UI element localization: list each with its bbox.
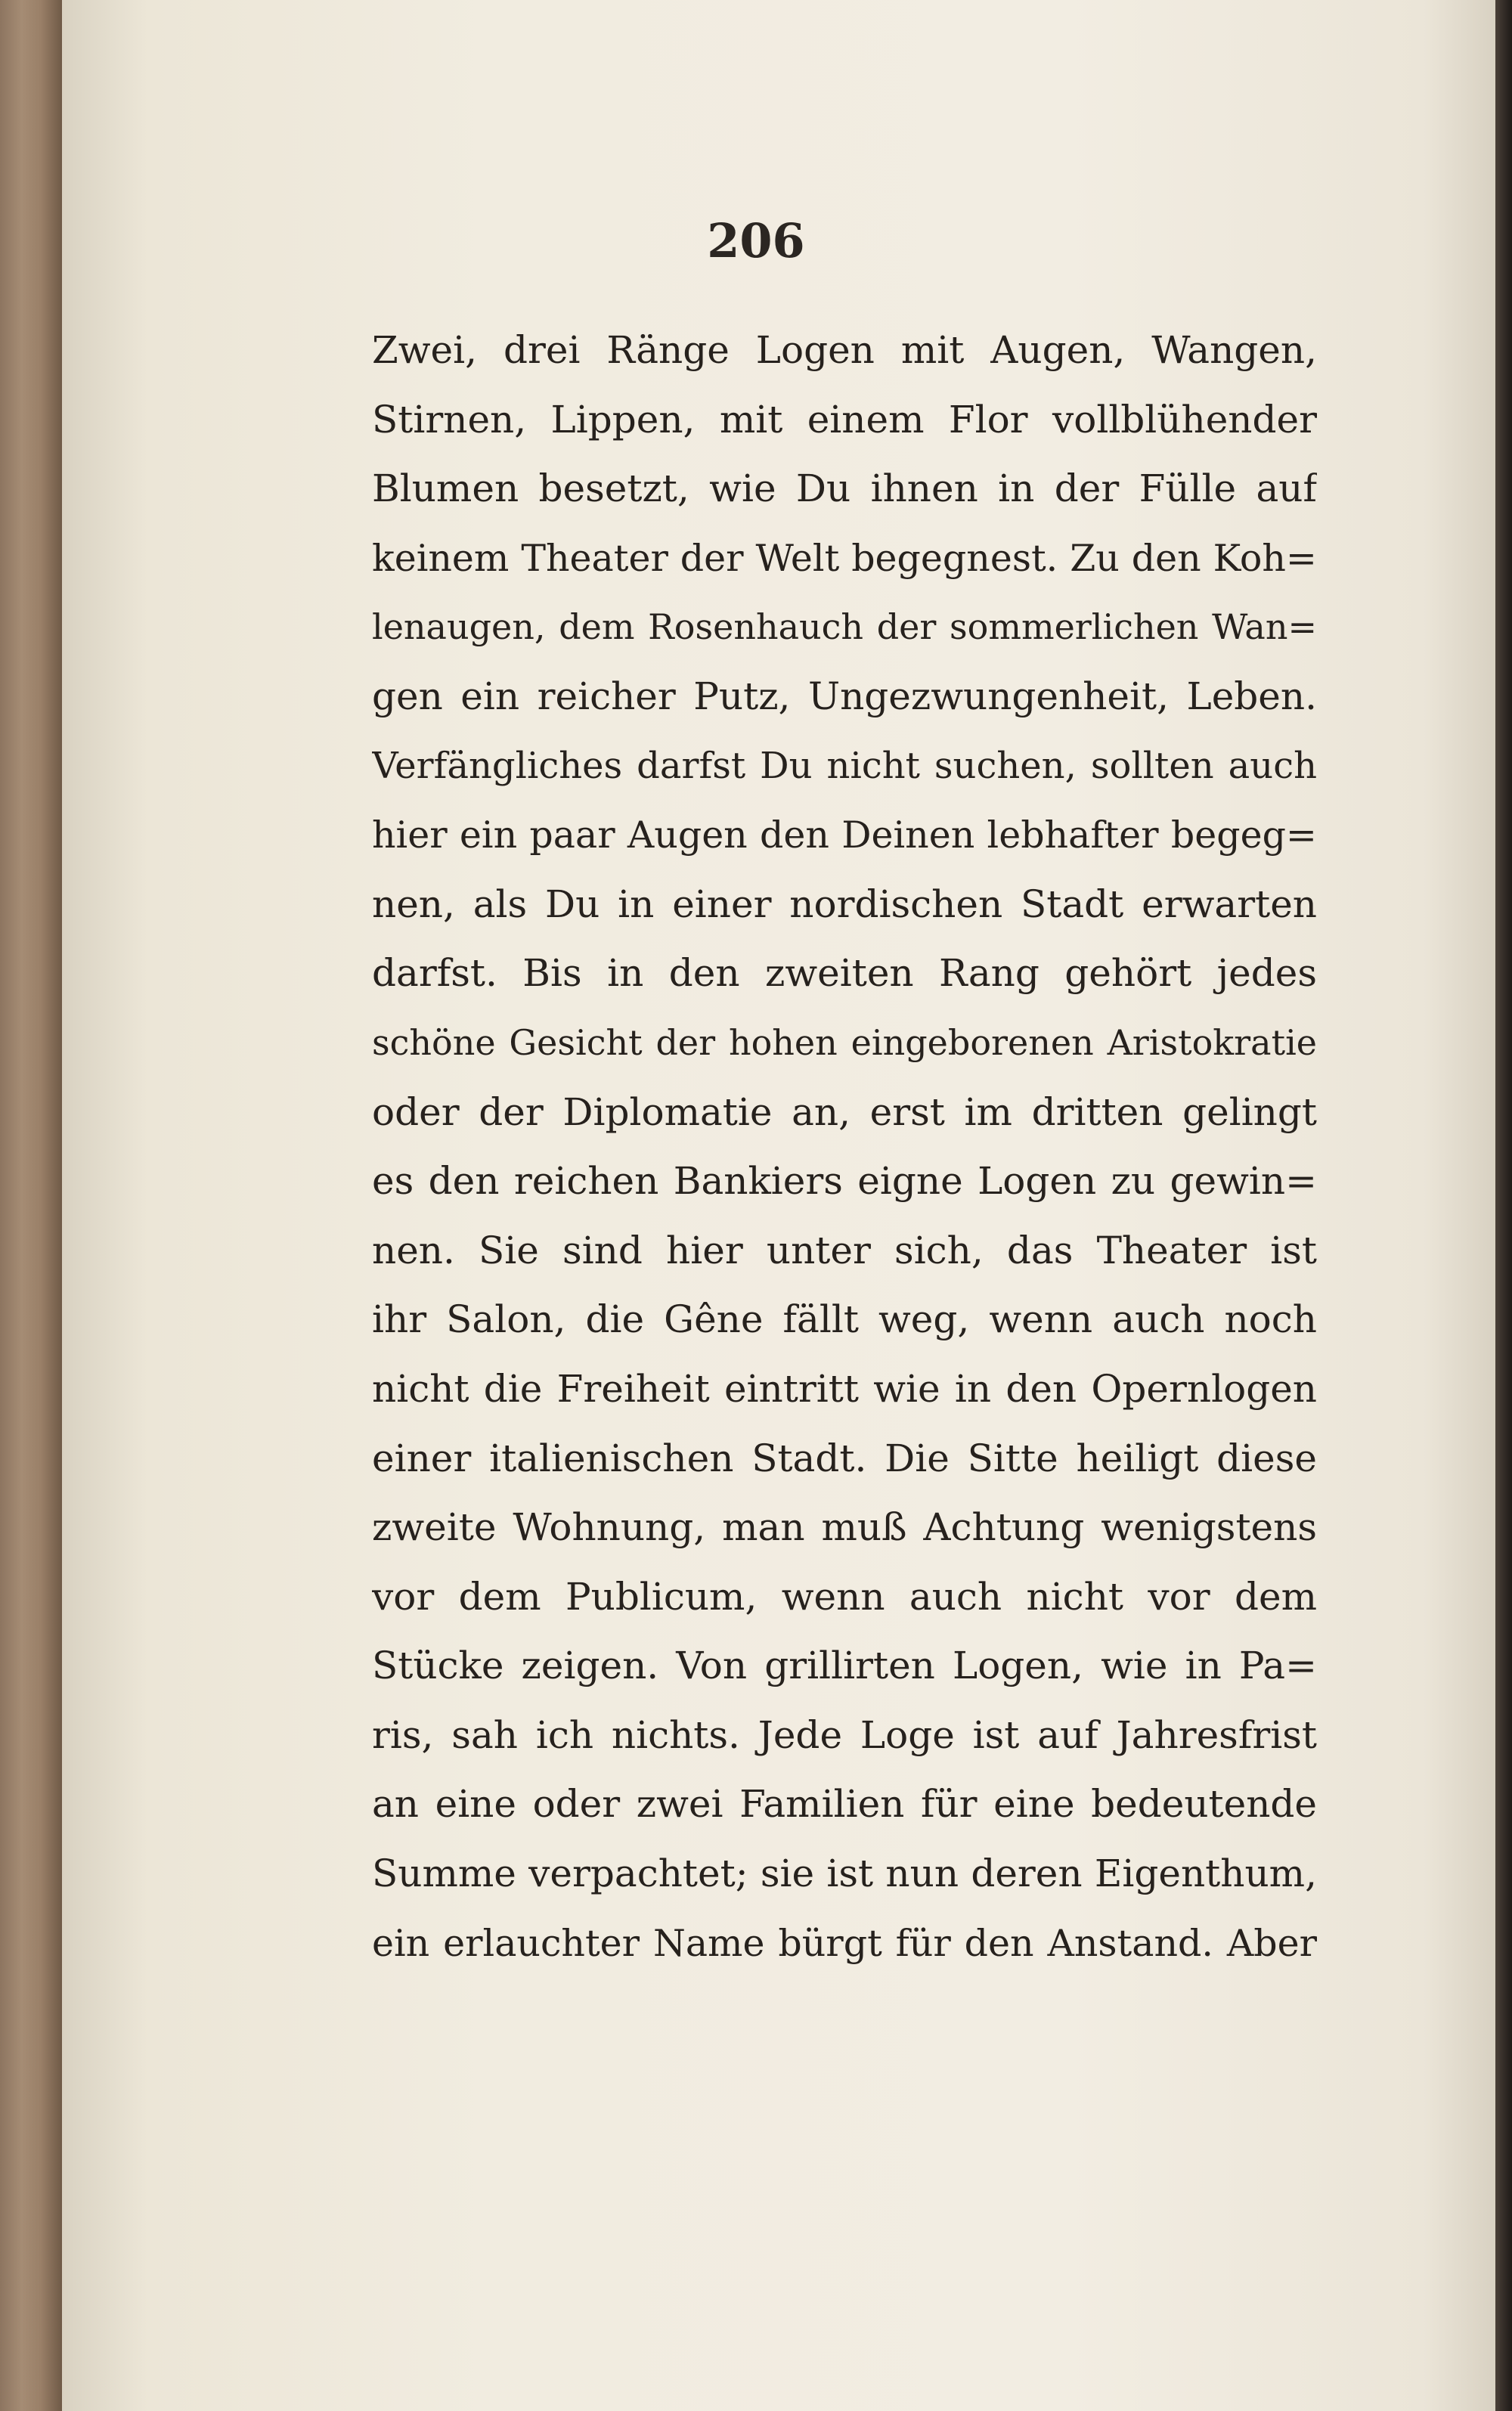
text-line: darfst. Bis in den zweiten Rang gehört jedes	[372, 951, 1317, 996]
text-line: an eine oder zwei Familien für eine bedeutende	[372, 1782, 1317, 1827]
text-line: Blumen besetzt, wie Du ihnen in der Fülle auf	[372, 466, 1317, 511]
text-line: ein erlauchter Name bürgt für den Anstand. Aber	[372, 1921, 1317, 1965]
text-line: schöne Gesicht der hohen eingeborenen Aristokratie	[372, 1021, 1317, 1063]
text-line: zweite Wohnung, man muß Achtung wenigstens	[372, 1505, 1317, 1550]
text-line: vor dem Publicum, wenn auch nicht vor dem	[372, 1574, 1317, 1619]
text-line: nicht die Freiheit eintritt wie in den Opernlogen	[372, 1366, 1317, 1411]
text-line: Stirnen, Lippen, mit einem Flor vollblühender	[372, 397, 1317, 442]
text-line: ihr Salon, die Gêne fällt weg, wenn auch noch	[372, 1297, 1317, 1342]
text-line: Summe verpachtet; sie ist nun deren Eigenthum,	[372, 1852, 1317, 1896]
text-line: keinem Theater der Welt begegnest. Zu den Koh=	[372, 536, 1317, 580]
text-line: nen, als Du in einer nordischen Stadt erwarten	[372, 882, 1317, 926]
page-right-shadow	[1495, 0, 1512, 2411]
text-line: nen. Sie sind hier unter sich, das Theater ist	[372, 1228, 1317, 1272]
text-line: einer italienischen Stadt. Die Sitte heiligt diese	[372, 1436, 1317, 1480]
page-number: 206	[707, 213, 805, 268]
book-spine-edge	[0, 0, 62, 2411]
text-line: Verfängliches darfst Du nicht suchen, sollten auch	[372, 744, 1317, 787]
text-line: Zwei, drei Ränge Logen mit Augen, Wangen,	[372, 328, 1317, 372]
text-line: es den reichen Bankiers eigne Logen zu gewin=	[372, 1159, 1317, 1204]
text-line: hier ein paar Augen den Deinen lebhafter begeg=	[372, 813, 1317, 857]
text-line: gen ein reicher Putz, Ungezwungenheit, Leben.	[372, 674, 1317, 718]
body-text	[372, 316, 1317, 1978]
text-line: ris, sah ich nichts. Jede Loge ist auf Jahresfrist	[372, 1712, 1317, 1757]
text-line: Stücke zeigen. Von grillirten Logen, wie in Pa=	[372, 1644, 1317, 1688]
text-line: oder der Diplomatie an, erst im dritten gelingt	[372, 1089, 1317, 1134]
text-line: lenaugen, dem Rosenhauch der sommerlichen Wan=	[372, 606, 1317, 648]
